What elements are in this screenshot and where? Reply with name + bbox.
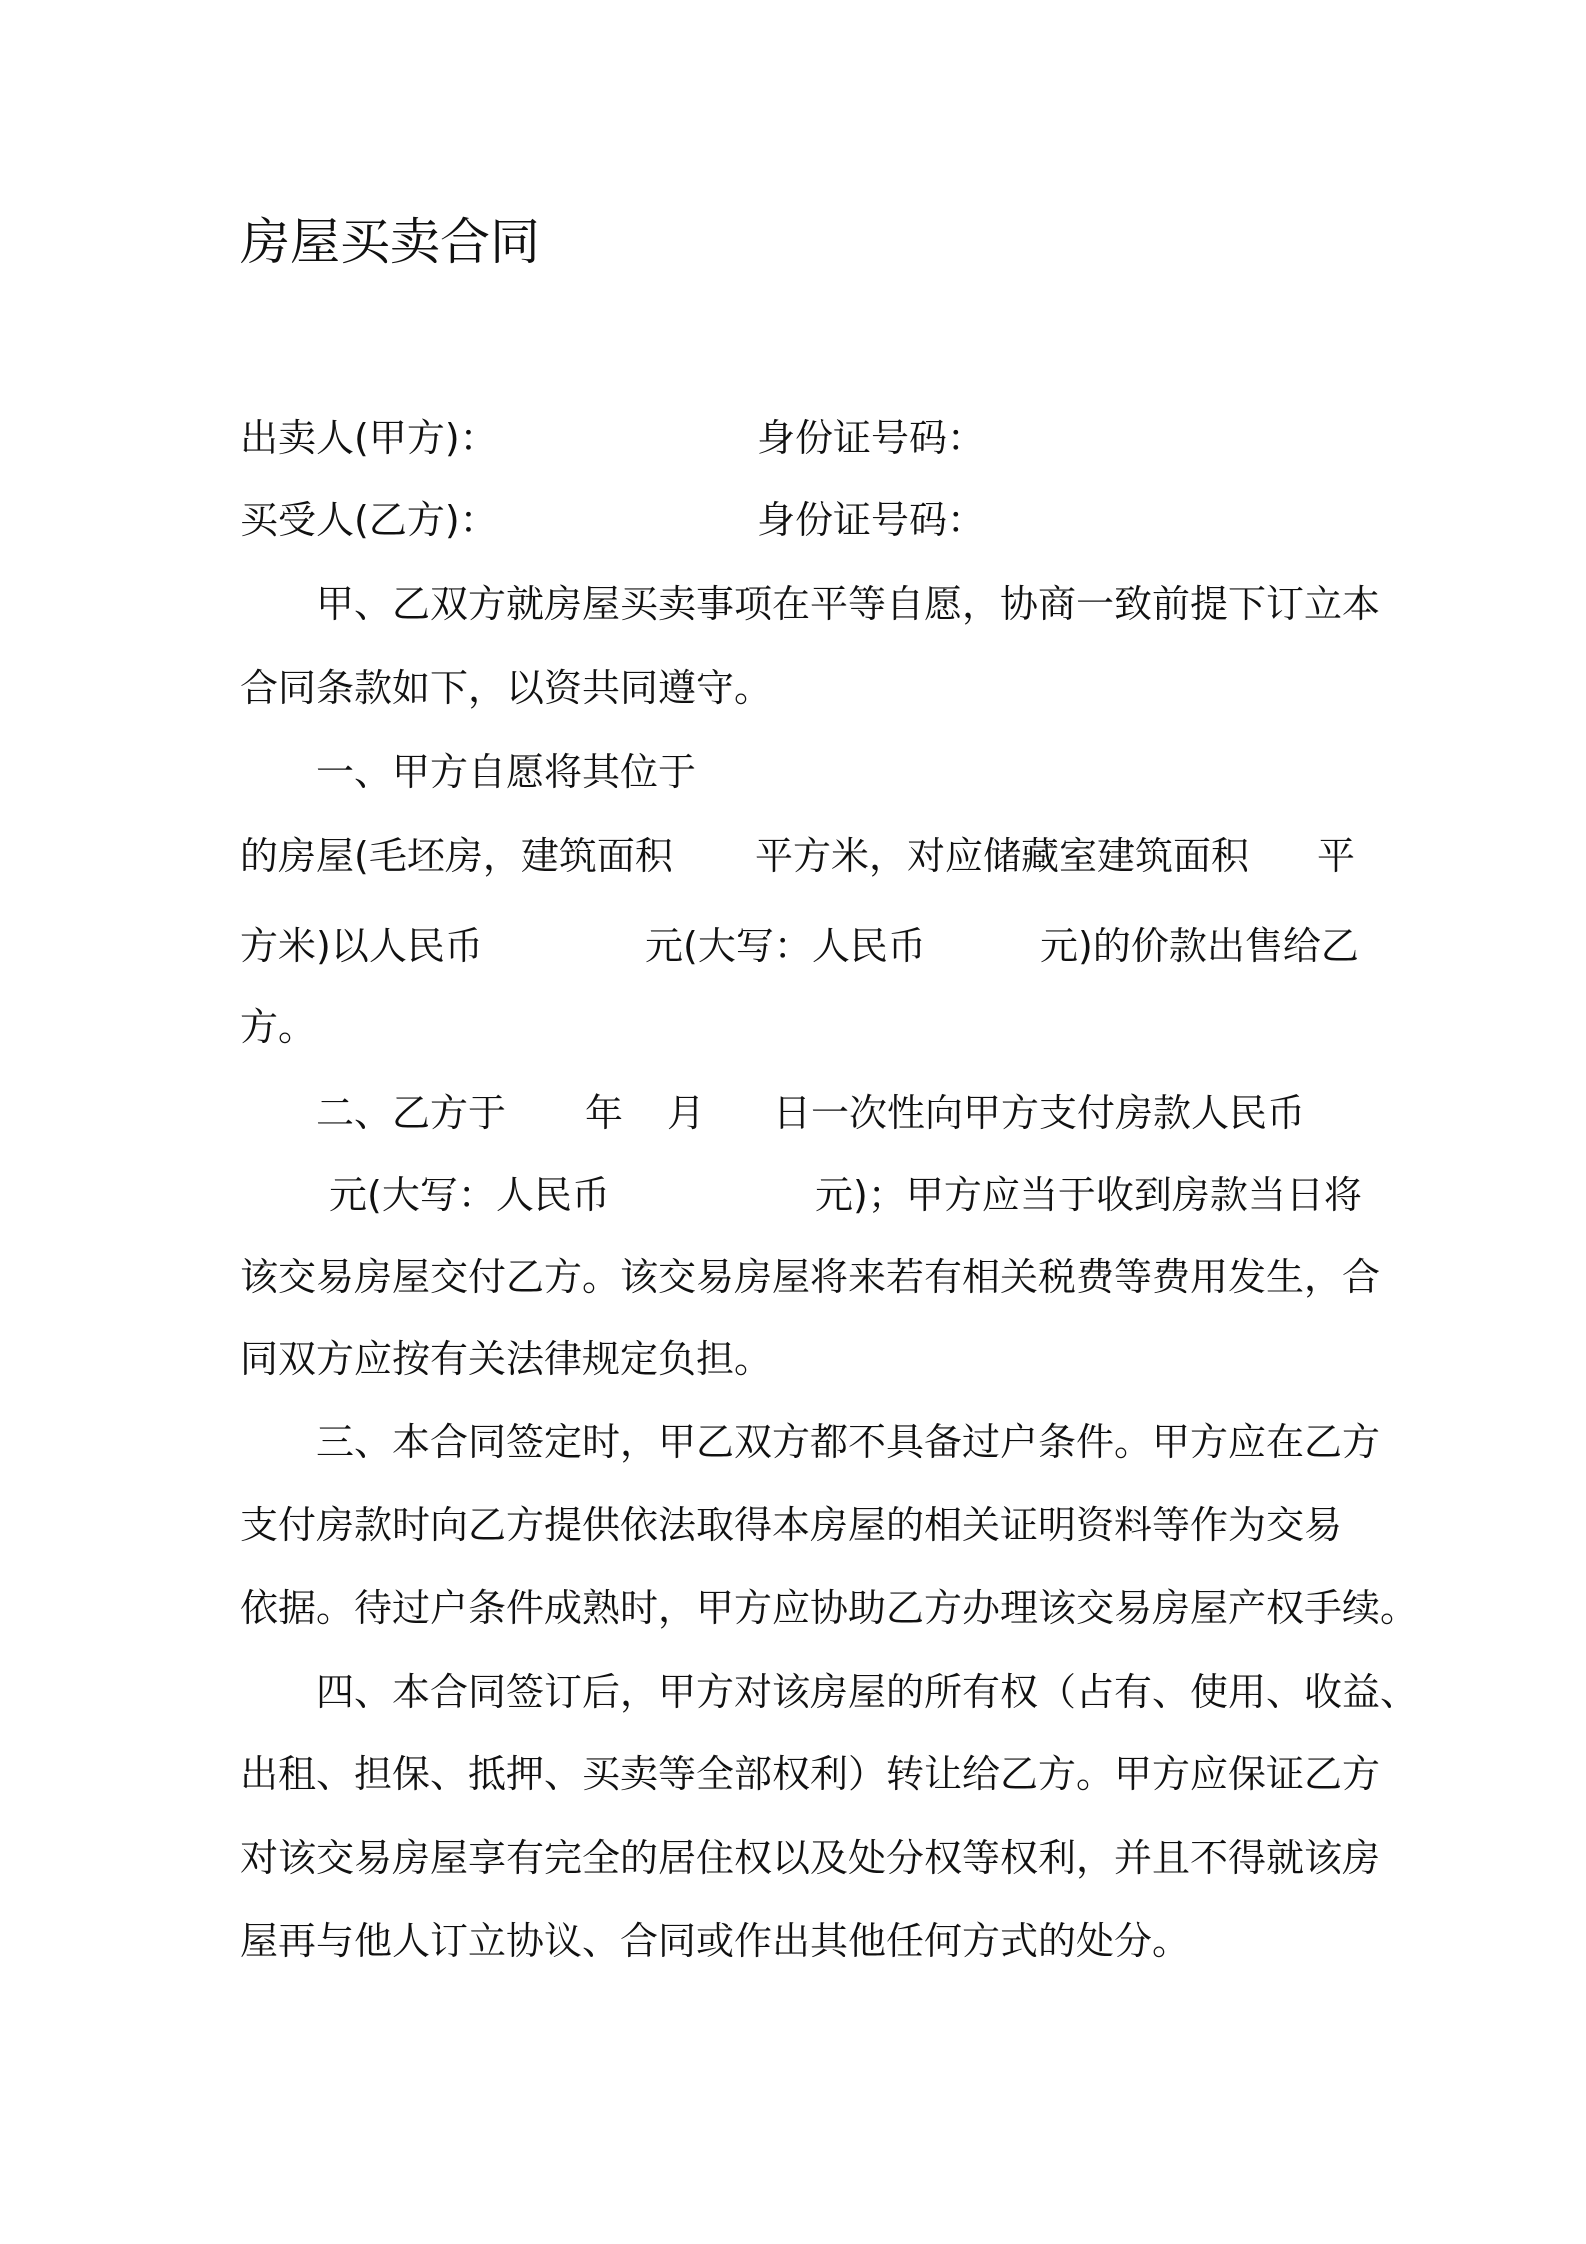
- clause2-line-2-a: 元(大写：人民币: [329, 1173, 610, 1217]
- clause3-line-1: 三、本合同签定时，甲乙双方都不具备过户条件。甲方应在乙方: [316, 1420, 1381, 1464]
- clause4-line-1: 四、本合同签订后，甲方对该房屋的所有权（占有、使用、收益、: [316, 1670, 1419, 1714]
- clause1-line-3-c: 元)的价款出售给乙: [1040, 924, 1359, 968]
- clause3-line-2: 支付房款时向乙方提供依法取得本房屋的相关证明资料等作为交易: [240, 1503, 1343, 1547]
- clause1-line-3-a: 方米)以人民币: [240, 924, 483, 968]
- clause2-line-2-b: 元)；甲方应当于收到房款当日将: [815, 1173, 1362, 1217]
- clause2-line-1-a: 二、乙方于: [316, 1091, 507, 1135]
- clause4-line-4: 屋再与他人订立协议、合同或作出其他任何方式的处分。: [240, 1919, 1191, 1963]
- clause2-line-3: 该交易房屋交付乙方。该交易房屋将来若有相关税费等费用发生，合: [240, 1255, 1381, 1299]
- clause2-line-1-d: 日一次性向甲方支付房款人民币: [773, 1091, 1306, 1135]
- clause1-line-2-b: 平方米，对应储藏室建筑面积: [755, 834, 1250, 878]
- intro-line-1: 甲、乙双方就房屋买卖事项在平等自愿，协商一致前提下订立本: [316, 582, 1381, 626]
- seller-label: 出卖人(甲方)：: [240, 416, 498, 460]
- buyer-label: 买受人(乙方)：: [240, 498, 498, 542]
- clause1-line-1: 一、甲方自愿将其位于: [316, 750, 697, 794]
- clause4-line-3: 对该交易房屋享有完全的居住权以及处分权等权利，并且不得就该房: [240, 1836, 1381, 1880]
- clause1-line-2-c: 平: [1317, 834, 1356, 878]
- buyer-id-label: 身份证号码：: [757, 498, 986, 542]
- clause1-line-4: 方。: [240, 1005, 317, 1049]
- clause2-line-4: 同双方应按有关法律规定负担。: [240, 1337, 773, 1381]
- document-title: 房屋买卖合同: [240, 213, 540, 271]
- clause1-line-3-b: 元(大写：人民币: [645, 924, 926, 968]
- clause2-line-1-b: 年: [585, 1091, 624, 1135]
- clause3-line-3: 依据。待过户条件成熟时，甲方应协助乙方办理该交易房屋产权手续。: [240, 1586, 1419, 1630]
- clause1-line-2-a: 的房屋(毛坯房，建筑面积: [240, 834, 673, 878]
- intro-line-2: 合同条款如下，以资共同遵守。: [240, 666, 773, 710]
- clause4-line-2: 出租、担保、抵押、买卖等全部权利）转让给乙方。甲方应保证乙方: [240, 1752, 1381, 1796]
- clause2-line-1-c: 月: [667, 1091, 706, 1135]
- seller-id-label: 身份证号码：: [757, 416, 986, 460]
